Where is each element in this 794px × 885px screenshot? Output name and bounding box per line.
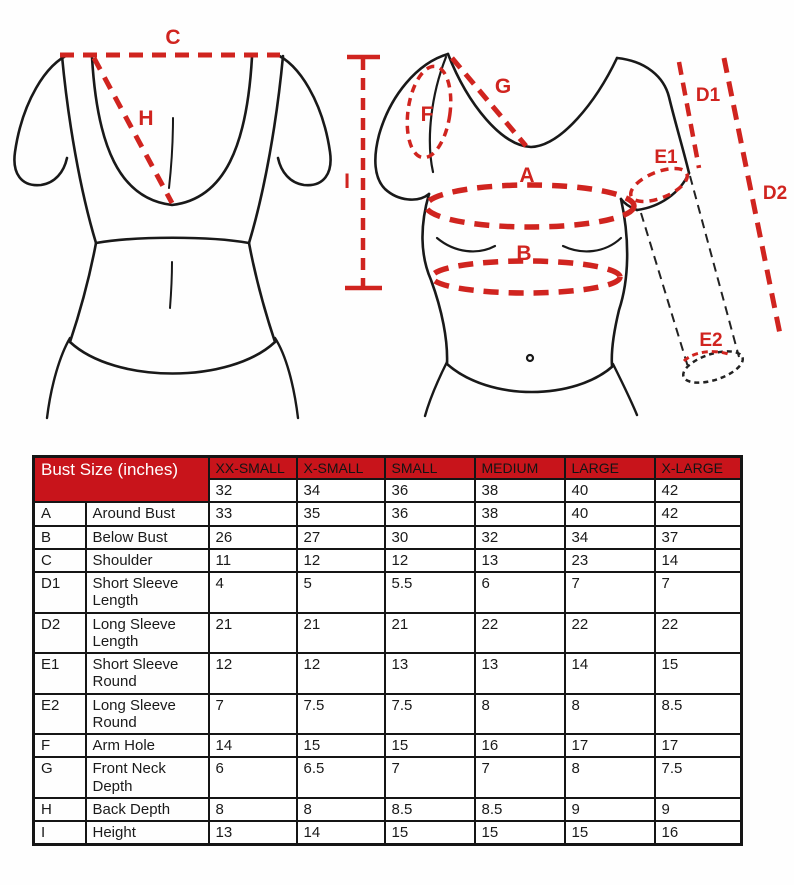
row-value: 22: [565, 613, 655, 654]
row-value: 4: [209, 572, 297, 613]
row-value: 17: [565, 734, 655, 757]
row-value: 12: [297, 653, 385, 694]
bust-size-value: 40: [565, 479, 655, 502]
table-row: [34, 653, 742, 694]
row-value: 15: [475, 821, 565, 845]
size-header-medium: MEDIUM: [475, 457, 565, 480]
table-row: [34, 821, 742, 845]
row-value: 15: [385, 821, 475, 845]
row-value: 22: [655, 613, 742, 654]
measure-line-h: [94, 58, 172, 203]
row-value: 23: [565, 549, 655, 572]
row-value: 30: [385, 526, 475, 549]
row-value: 15: [565, 821, 655, 845]
row-value: 15: [385, 734, 475, 757]
row-value: 7.5: [297, 694, 385, 735]
row-label: Short Sleeve Round: [86, 653, 209, 694]
row-value: 38: [475, 502, 565, 525]
measure-label-f: F: [420, 103, 434, 126]
row-code: D2: [34, 613, 86, 654]
measure-line-d1: [679, 62, 699, 168]
row-value: 12: [209, 653, 297, 694]
row-value: 21: [297, 613, 385, 654]
row-value: 13: [475, 653, 565, 694]
row-value: 14: [655, 549, 742, 572]
row-code: G: [34, 757, 86, 798]
measure-arc-e2: [684, 352, 731, 361]
size-table-body: [34, 502, 742, 845]
size-header-x-large: X-LARGE: [655, 457, 742, 480]
row-label: Shoulder: [86, 549, 209, 572]
row-label: Back Depth: [86, 798, 209, 821]
row-value: 6: [209, 757, 297, 798]
row-value: 14: [209, 734, 297, 757]
row-value: 7: [655, 572, 742, 613]
row-value: 8: [565, 757, 655, 798]
row-code: E1: [34, 653, 86, 694]
row-value: 12: [385, 549, 475, 572]
row-value: 26: [209, 526, 297, 549]
row-value: 35: [297, 502, 385, 525]
navel-dot: [527, 355, 533, 361]
row-value: 21: [385, 613, 475, 654]
row-value: 8.5: [655, 694, 742, 735]
table-row: [34, 694, 742, 735]
measure-ellipse-b: [432, 261, 620, 293]
row-code: F: [34, 734, 86, 757]
row-value: 34: [565, 526, 655, 549]
row-code: A: [34, 502, 86, 525]
row-value: 5: [297, 572, 385, 613]
row-value: 14: [565, 653, 655, 694]
row-value: 8: [297, 798, 385, 821]
measure-label-e2: E2: [699, 330, 723, 351]
row-code: H: [34, 798, 86, 821]
row-value: 7.5: [385, 694, 475, 735]
row-value: 8: [209, 798, 297, 821]
row-value: 27: [297, 526, 385, 549]
measure-label-d2: D2: [762, 183, 788, 204]
row-value: 6.5: [297, 757, 385, 798]
row-value: 16: [475, 734, 565, 757]
row-label: Arm Hole: [86, 734, 209, 757]
measure-label-i: I: [344, 170, 350, 193]
row-label: Front Neck Depth: [86, 757, 209, 798]
bust-size-value: 34: [297, 479, 385, 502]
row-value: 33: [209, 502, 297, 525]
row-code: E2: [34, 694, 86, 735]
row-value: 9: [565, 798, 655, 821]
table-row: [34, 502, 742, 525]
table-row: [34, 526, 742, 549]
size-header-x-small: X-SMALL: [297, 457, 385, 480]
row-value: 13: [209, 821, 297, 845]
bust-size-corner-cell: Bust Size (inches): [34, 457, 209, 503]
row-label: Short Sleeve Length: [86, 572, 209, 613]
row-label: Long Sleeve Length: [86, 613, 209, 654]
row-value: 32: [475, 526, 565, 549]
row-value: 13: [385, 653, 475, 694]
row-label: Below Bust: [86, 526, 209, 549]
row-value: 11: [209, 549, 297, 572]
row-value: 7: [385, 757, 475, 798]
measure-label-c: C: [165, 26, 181, 49]
row-value: 7: [565, 572, 655, 613]
measure-ellipse-a: [426, 185, 634, 227]
row-code: B: [34, 526, 86, 549]
row-value: 42: [655, 502, 742, 525]
row-value: 40: [565, 502, 655, 525]
row-value: 17: [655, 734, 742, 757]
row-code: I: [34, 821, 86, 845]
table-row: [34, 613, 742, 654]
bust-size-value: 42: [655, 479, 742, 502]
size-table: [32, 455, 743, 846]
measure-label-a: A: [519, 164, 535, 187]
table-row: [34, 798, 742, 821]
row-value: 8.5: [385, 798, 475, 821]
bust-size-value: 38: [475, 479, 565, 502]
row-value: 7: [475, 757, 565, 798]
table-row: [34, 734, 742, 757]
measure-label-b: B: [516, 242, 532, 265]
measure-label-e1: E1: [654, 147, 678, 168]
row-value: 15: [655, 653, 742, 694]
row-value: 15: [297, 734, 385, 757]
measure-label-d1: D1: [695, 85, 721, 106]
row-value: 8: [475, 694, 565, 735]
row-value: 21: [209, 613, 297, 654]
row-code: D1: [34, 572, 86, 613]
row-value: 37: [655, 526, 742, 549]
table-row: [34, 549, 742, 572]
long-sleeve-outline: [641, 176, 747, 389]
row-value: 12: [297, 549, 385, 572]
row-value: 6: [475, 572, 565, 613]
row-value: 7: [209, 694, 297, 735]
measure-line-g: [452, 58, 526, 146]
measure-label-h: H: [138, 107, 154, 130]
row-value: 16: [655, 821, 742, 845]
back-view-figure: [14, 54, 330, 418]
row-label: Long Sleeve Round: [86, 694, 209, 735]
table-row: [34, 757, 742, 798]
row-value: 14: [297, 821, 385, 845]
size-header-large: LARGE: [565, 457, 655, 480]
row-value: 5.5: [385, 572, 475, 613]
row-value: 9: [655, 798, 742, 821]
bust-size-value: 32: [209, 479, 297, 502]
size-header-xx-small: XX-SMALL: [209, 457, 297, 480]
table-row: [34, 572, 742, 613]
row-label: Height: [86, 821, 209, 845]
size-header-row: [34, 457, 742, 480]
row-label: Around Bust: [86, 502, 209, 525]
row-value: 13: [475, 549, 565, 572]
row-value: 7.5: [655, 757, 742, 798]
measure-label-g: G: [494, 75, 512, 98]
bust-size-value: 36: [385, 479, 475, 502]
row-value: 8: [565, 694, 655, 735]
row-value: 36: [385, 502, 475, 525]
row-code: C: [34, 549, 86, 572]
row-value: 22: [475, 613, 565, 654]
row-value: 8.5: [475, 798, 565, 821]
size-header-small: SMALL: [385, 457, 475, 480]
